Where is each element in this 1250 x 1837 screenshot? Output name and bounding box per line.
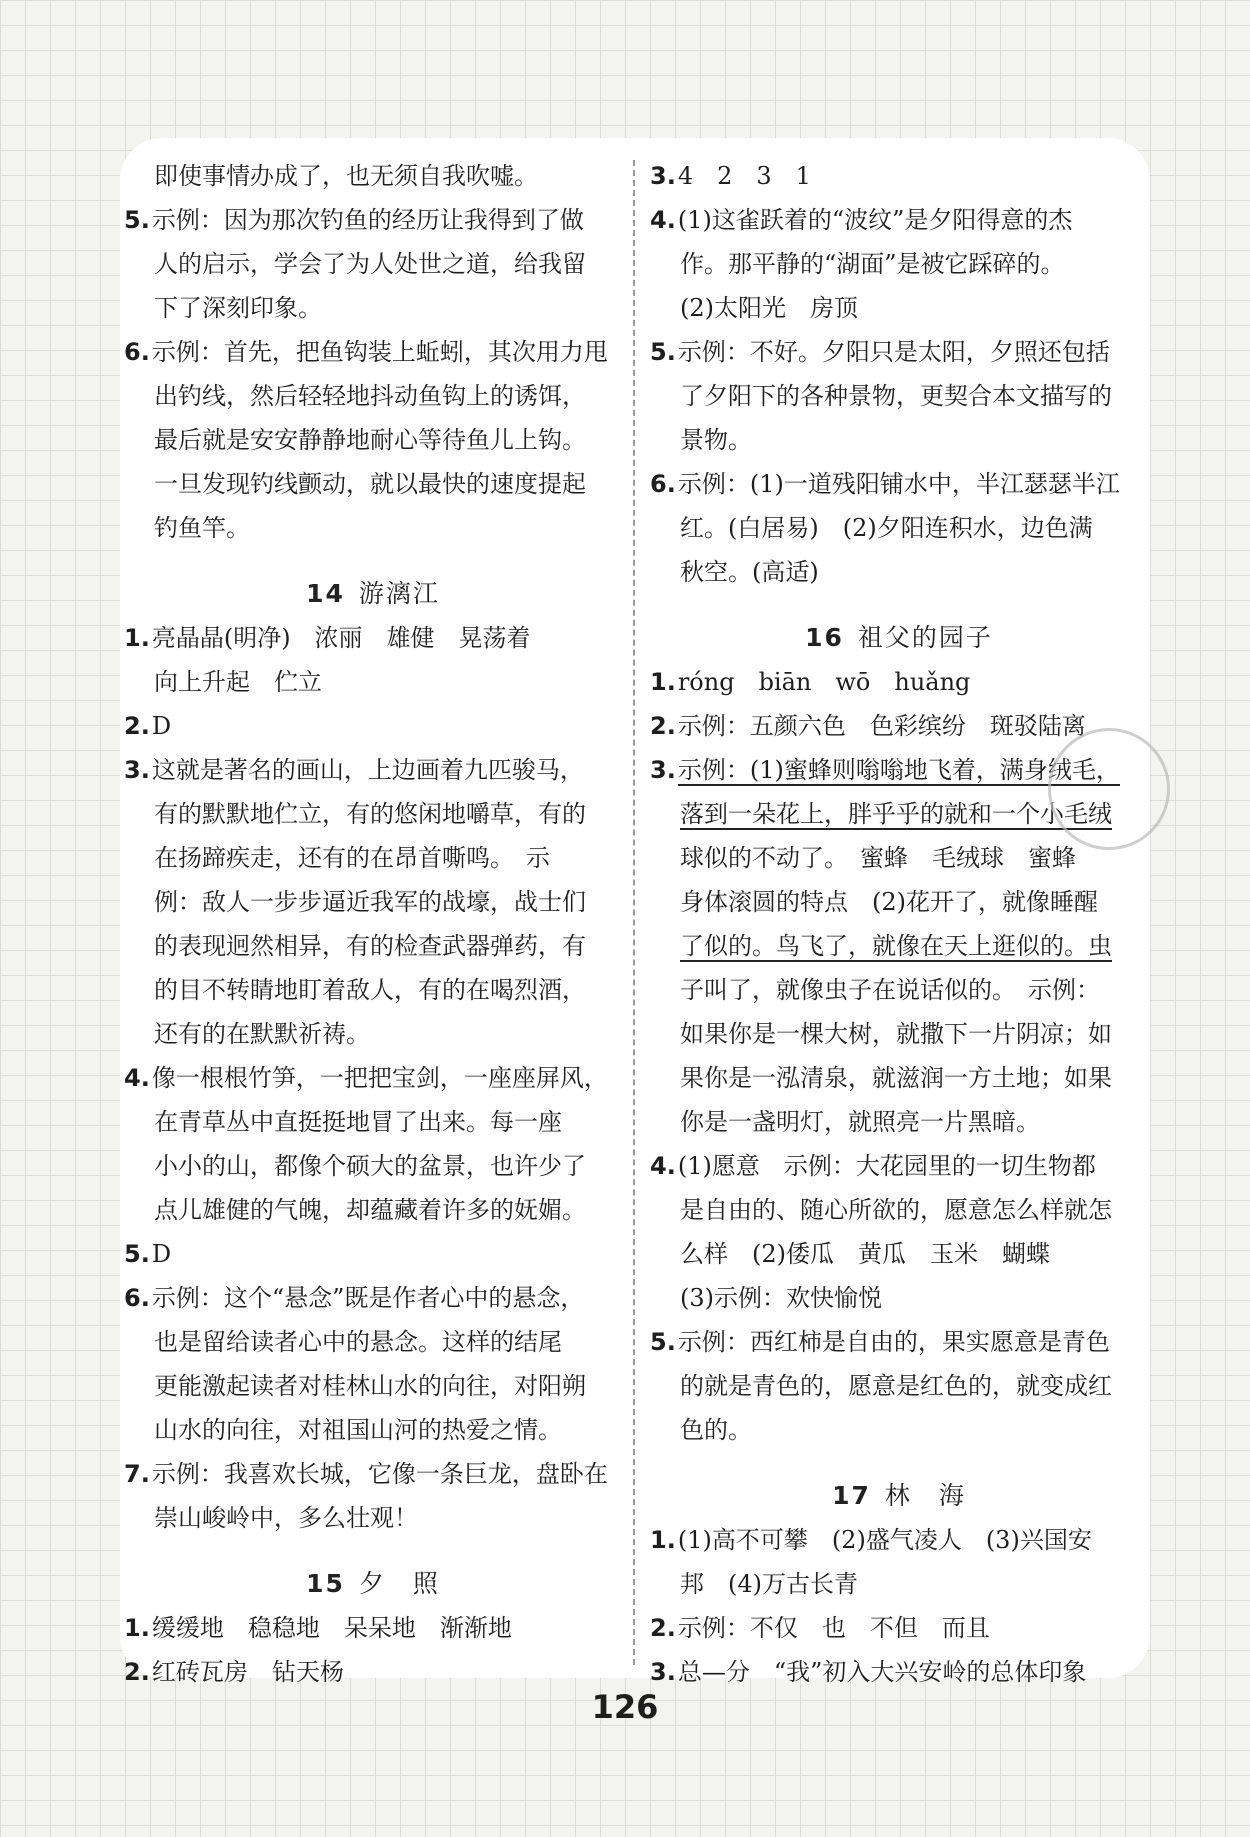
left-column: [124, 154, 622, 1694]
answer-text: 落到一朵花上，胖乎乎的就和一个小毛绒: [680, 800, 1112, 828]
question-number: 3.: [124, 756, 150, 784]
answer-line: [650, 660, 1148, 704]
question-number: 5.: [650, 338, 676, 366]
answer-text: 示例：首先，把鱼钩装上蚯蚓，其次用力甩: [151, 338, 608, 366]
answer-line: [650, 286, 1148, 330]
answer-text: 景物。: [680, 426, 752, 454]
answer-text: 示例：不仅 也 不但 而且: [677, 1614, 990, 1642]
answer-line: [650, 1232, 1148, 1276]
answer-text: 有的默默地伫立，有的悠闲地嚼草，有的: [154, 800, 586, 828]
answer-text: 秋空。(高适): [680, 558, 819, 586]
answer-text: (3)示例：欢快愉悦: [680, 1284, 882, 1312]
answer-line: [650, 1100, 1148, 1144]
question-number: 2.: [650, 1614, 676, 1642]
section-spacer: [650, 594, 1148, 616]
section-number: 15: [306, 1569, 345, 1598]
answer-line: [650, 374, 1148, 418]
answer-line: [124, 154, 622, 198]
answer-line: [124, 792, 622, 836]
answer-line: [650, 836, 1148, 880]
answer-line: [124, 286, 622, 330]
answer-text: 即使事情办成了，也无须自我吹嘘。: [154, 162, 538, 190]
answer-line: [650, 924, 1148, 968]
answer-line: [124, 924, 622, 968]
answer-text: 的就是青色的，愿意是红色的，就变成红: [680, 1372, 1112, 1400]
answer-line: [124, 1188, 622, 1232]
question-number: 1.: [124, 1614, 150, 1642]
answer-text: 亮晶晶(明净) 浓丽 雄健 晃荡着: [151, 624, 531, 652]
answer-line: [650, 1012, 1148, 1056]
answer-text: 示例：我喜欢长城，它像一条巨龙，盘卧在: [151, 1460, 608, 1488]
answer-line: [124, 198, 622, 242]
answer-text: 的表现迥然相异，有的检查武器弹药，有: [154, 932, 586, 960]
answer-line: [124, 462, 622, 506]
stamp-logo: [1048, 728, 1170, 850]
answer-text: 在扬蹄疾走，还有的在昂首嘶鸣。 示: [154, 844, 550, 872]
answer-line: [650, 418, 1148, 462]
question-number: 1.: [650, 1526, 676, 1554]
question-number: 2.: [124, 712, 150, 740]
answer-line: [124, 1276, 622, 1320]
answer-text: 红。(白居易) (2)夕阳连积水，边色满: [680, 514, 1093, 542]
answer-line: [650, 1188, 1148, 1232]
answer-text: 也是留给读者心中的悬念。这样的结尾: [154, 1328, 562, 1356]
answer-text: 红砖瓦房 钻天杨: [151, 1658, 344, 1686]
answer-line: [650, 1276, 1148, 1320]
answer-text: 色的。: [680, 1416, 752, 1444]
answer-line: [124, 616, 622, 660]
answer-text: 子叫了，就像虫子在说话似的。 示例：: [680, 976, 1100, 1004]
answer-text: 总—分 “我”初入大兴安岭的总体印象: [677, 1658, 1087, 1686]
question-number: 7.: [124, 1460, 150, 1488]
answer-line: [650, 880, 1148, 924]
answer-text: 向上升起 伫立: [154, 668, 322, 696]
answer-text: 球似的不动了。 蜜蜂 毛绒球 蜜蜂: [680, 844, 1076, 872]
question-number: 1.: [124, 624, 150, 652]
answer-line: [650, 1144, 1148, 1188]
question-number: 4.: [124, 1064, 150, 1092]
answer-text: 例：敌人一步步逼近我军的战壕，战士们: [154, 888, 586, 916]
answer-line: [124, 1606, 622, 1650]
question-number: 6.: [650, 470, 676, 498]
answer-line: [124, 1364, 622, 1408]
section-title: 祖父的园子: [857, 623, 993, 652]
answer-text: 像一根根竹笋，一把把宝剑，一座座屏风，: [151, 1064, 608, 1092]
answer-text: 你是一盏明灯，就照亮一片黑暗。: [680, 1108, 1040, 1136]
column-divider: [633, 160, 635, 1665]
answer-text: 示例：不好。夕阳只是太阳，夕照还包括: [677, 338, 1110, 366]
answer-text: 是自由的、随心所欲的，愿意怎么样就怎: [680, 1196, 1112, 1224]
question-number: 1.: [650, 668, 676, 696]
answer-text: 下了深刻印象。: [154, 294, 322, 322]
answer-line: [124, 506, 622, 550]
answer-text: 最后就是安安静静地耐心等待鱼儿上钩。: [154, 426, 586, 454]
right-column: [650, 154, 1148, 1694]
answer-line: [124, 1012, 622, 1056]
question-number: 5.: [124, 1240, 150, 1268]
answer-text: 一旦发现钓线颤动，就以最快的速度提起: [154, 470, 586, 498]
question-number: 3.: [650, 756, 676, 784]
question-number: 3.: [650, 1658, 676, 1686]
answer-text: D: [151, 712, 172, 740]
answer-text: 4 2 3 1: [677, 162, 811, 190]
answer-line: [650, 1606, 1148, 1650]
answer-text: 点儿雄健的气魄，却蕴藏着许多的妩媚。: [154, 1196, 586, 1224]
answer-line: [650, 1320, 1148, 1364]
answer-text: 身体滚圆的特点 (2)花开了，就像睡醒: [680, 888, 1098, 916]
answer-text: 作。那平静的“湖面”是被它踩碎的。: [680, 250, 1065, 278]
answer-text: 示例：这个“悬念”既是作者心中的悬念，: [151, 1284, 585, 1312]
answer-text: 山水的向往，对祖国山河的热爱之情。: [154, 1416, 562, 1444]
section-heading: [124, 1562, 622, 1606]
answer-line: [124, 330, 622, 374]
answer-line: [650, 330, 1148, 374]
answer-line: [650, 1056, 1148, 1100]
answer-text: (2)太阳光 房顶: [680, 294, 858, 322]
answer-text: 么样 (2)倭瓜 黄瓜 玉米 蝴蝶: [680, 1240, 1050, 1268]
page-number: 126: [591, 1688, 659, 1726]
question-number: 4.: [650, 206, 676, 234]
answer-text: 这就是著名的画山，上边画着九匹骏马，: [151, 756, 584, 784]
answer-line: [124, 660, 622, 704]
answer-text: 的目不转睛地盯着敌人，有的在喝烈酒，: [154, 976, 586, 1004]
answer-line: [124, 1408, 622, 1452]
question-number: 5.: [650, 1328, 676, 1356]
question-number: 6.: [124, 1284, 150, 1312]
section-title: 林 海: [884, 1481, 966, 1510]
answer-line: [124, 968, 622, 1012]
answer-line: [124, 1056, 622, 1100]
answer-text: 示例：(1)一道残阳铺水中，半江瑟瑟半江: [677, 470, 1120, 498]
answer-text: 人的启示，学会了为人处世之道，给我留: [154, 250, 586, 278]
answer-line: [650, 1364, 1148, 1408]
answer-line: [124, 1496, 622, 1540]
answer-text: 更能激起读者对桂林山水的向往，对阳朔: [154, 1372, 586, 1400]
answer-text: 示例：五颜六色 色彩缤纷 斑驳陆离: [677, 712, 1086, 740]
section-number: 17: [832, 1481, 871, 1510]
answer-line: [650, 198, 1148, 242]
answer-text: (1)这雀跃着的“波纹”是夕阳得意的杰: [677, 206, 1073, 234]
answer-line: [124, 1320, 622, 1364]
section-heading: [650, 1474, 1148, 1518]
section-spacer: [124, 1540, 622, 1562]
answer-text: 果你是一泓清泉，就滋润一方土地；如果: [680, 1064, 1112, 1092]
answer-text: 示例：(1)蜜蜂则嗡嗡地飞着，满身绒毛，: [677, 756, 1120, 784]
answer-line: [650, 462, 1148, 506]
answer-text: 在青草丛中直挺挺地冒了出来。每一座: [154, 1108, 562, 1136]
answer-line: [124, 242, 622, 286]
question-number: 6.: [124, 338, 150, 366]
answer-line: [124, 880, 622, 924]
answer-line: [124, 1100, 622, 1144]
answer-line: [650, 1408, 1148, 1452]
question-number: 4.: [650, 1152, 676, 1180]
question-number: 5.: [124, 206, 150, 234]
answer-text: 崇山峻岭中，多么壮观！: [154, 1504, 418, 1532]
answer-line: [650, 550, 1148, 594]
answer-line: [124, 1144, 622, 1188]
question-number: 2.: [124, 1658, 150, 1686]
answer-text: (1)高不可攀 (2)盛气凌人 (3)兴国安: [677, 1526, 1092, 1554]
answer-text: 还有的在默默祈祷。: [154, 1020, 370, 1048]
section-title: 夕 照: [358, 1569, 440, 1598]
answer-text: 如果你是一棵大树，就撒下一片阴凉；如: [680, 1020, 1112, 1048]
answer-line: [124, 374, 622, 418]
answer-text: 示例：西红柿是自由的，果实愿意是青色: [677, 1328, 1110, 1356]
answer-line: [650, 1518, 1148, 1562]
question-number: 2.: [650, 712, 676, 740]
answer-text: róng biān wō huǎng: [677, 668, 971, 696]
answer-text: 小小的山，都像个硕大的盆景，也许少了: [154, 1152, 586, 1180]
answer-line: [124, 418, 622, 462]
answer-text: 示例：因为那次钓鱼的经历让我得到了做: [151, 206, 584, 234]
answer-text: D: [151, 1240, 172, 1268]
answer-text: 了夕阳下的各种景物，更契合本文描写的: [680, 382, 1112, 410]
section-title: 游漓江: [358, 579, 440, 608]
section-heading: [650, 616, 1148, 660]
section-spacer: [124, 550, 622, 572]
answer-line: [124, 748, 622, 792]
answer-text: 邦 (4)万古长青: [680, 1570, 858, 1598]
answer-line: [650, 154, 1148, 198]
answer-text: 了似的。鸟飞了，就像在天上逛似的。虫: [680, 932, 1112, 960]
answer-text: (1)愿意 示例：大花园里的一切生物都: [677, 1152, 1096, 1180]
answer-line: [124, 704, 622, 748]
section-number: 14: [306, 579, 345, 608]
answer-line: [650, 1562, 1148, 1606]
section-heading: [124, 572, 622, 616]
section-spacer: [650, 1452, 1148, 1474]
section-number: 16: [805, 623, 844, 652]
answer-line: [650, 242, 1148, 286]
answer-text: 钓鱼竿。: [154, 514, 250, 542]
answer-line: [650, 968, 1148, 1012]
answer-text: 出钓线，然后轻轻地抖动鱼钩上的诱饵，: [154, 382, 586, 410]
answer-line: [124, 1452, 622, 1496]
answer-line: [650, 506, 1148, 550]
answer-line: [124, 1232, 622, 1276]
answer-text: 缓缓地 稳稳地 呆呆地 渐渐地: [151, 1614, 512, 1642]
question-number: 3.: [650, 162, 676, 190]
answer-line: [124, 836, 622, 880]
